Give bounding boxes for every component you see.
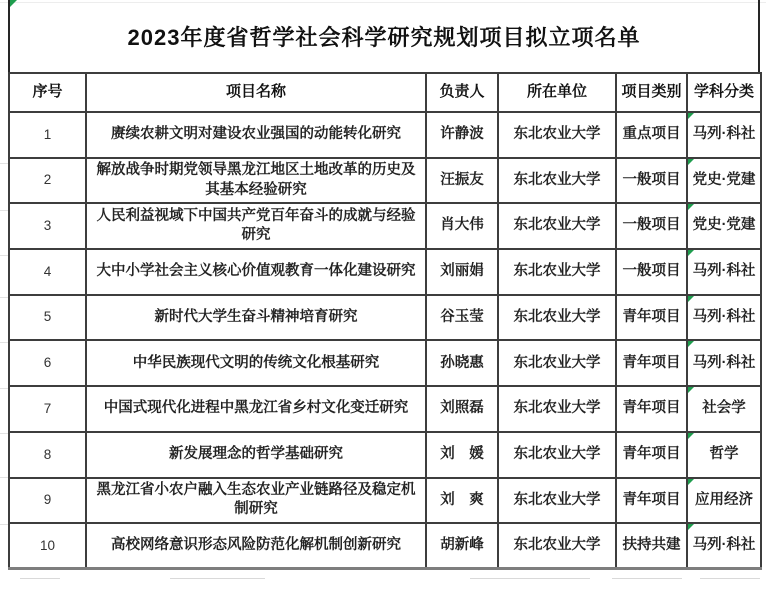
cell-unit: 东北农业大学 xyxy=(498,158,616,204)
discipline-label: 马列·科社 xyxy=(692,354,756,371)
cell-unit: 东北农业大学 xyxy=(498,249,616,295)
gridline xyxy=(0,477,8,478)
excel-error-indicator-icon xyxy=(688,113,694,119)
header-row xyxy=(9,73,761,112)
cell-unit: 东北农业大学 xyxy=(498,478,616,524)
table-row xyxy=(9,295,761,341)
cell-category: 一般项目 xyxy=(616,158,687,204)
cell-project-name: 黑龙江省小农户融入生态农业产业链路径及稳定机制研究 xyxy=(86,478,426,524)
cell-leader: 刘丽娟 xyxy=(426,249,498,295)
column-header-leader: 负责人 xyxy=(426,73,498,112)
column-header-category: 项目类别 xyxy=(616,73,687,112)
cell-category: 重点项目 xyxy=(616,112,687,158)
cell-project-name: 中国式现代化进程中黑龙江省乡村文化变迁研究 xyxy=(86,386,426,432)
cell-discipline xyxy=(687,295,761,341)
cell-leader: 刘 爽 xyxy=(426,478,498,524)
cell-leader: 肖大伟 xyxy=(426,203,498,249)
cell-discipline xyxy=(687,523,761,569)
excel-error-indicator-icon xyxy=(688,250,694,256)
cell-project-name: 人民利益视域下中国共产党百年奋斗的成就与经验研究 xyxy=(86,203,426,249)
gridline xyxy=(20,578,60,579)
cell-index: 6 xyxy=(9,340,86,386)
excel-error-indicator-icon xyxy=(688,479,694,485)
excel-error-indicator-icon xyxy=(688,159,694,165)
cell-project-name: 高校网络意识形态风险防范化解机制创新研究 xyxy=(86,523,426,569)
discipline-label: 马列·科社 xyxy=(692,263,756,280)
cell-category: 青年项目 xyxy=(616,478,687,524)
column-header-unit: 所在单位 xyxy=(498,73,616,112)
cell-index: 3 xyxy=(9,203,86,249)
table-row xyxy=(9,432,761,478)
cell-index: 10 xyxy=(9,523,86,569)
cell-unit: 东北农业大学 xyxy=(498,523,616,569)
cell-category: 一般项目 xyxy=(616,249,687,295)
cell-category: 一般项目 xyxy=(616,203,687,249)
gridline xyxy=(700,578,760,579)
cell-category: 青年项目 xyxy=(616,340,687,386)
cell-category: 青年项目 xyxy=(616,432,687,478)
gridline xyxy=(0,433,8,434)
page-title: 2023年度省哲学社会科学研究规划项目拟立项名单 xyxy=(8,0,760,72)
discipline-label: 党史·党建 xyxy=(692,171,756,188)
table-row xyxy=(9,386,761,432)
cell-index: 5 xyxy=(9,295,86,341)
cell-leader: 胡新峰 xyxy=(426,523,498,569)
cell-leader: 孙晓惠 xyxy=(426,340,498,386)
column-header-discipline: 学科分类 xyxy=(687,73,761,112)
table-row xyxy=(9,203,761,249)
cell-leader: 刘 媛 xyxy=(426,432,498,478)
excel-error-indicator-icon xyxy=(688,524,694,530)
cell-discipline xyxy=(687,432,761,478)
cell-leader: 许静波 xyxy=(426,112,498,158)
cell-index: 7 xyxy=(9,386,86,432)
cell-index: 8 xyxy=(9,432,86,478)
cell-discipline xyxy=(687,386,761,432)
cell-unit: 东北农业大学 xyxy=(498,203,616,249)
table-row xyxy=(9,478,761,524)
cell-index: 9 xyxy=(9,478,86,524)
cell-project-name: 新时代大学生奋斗精神培育研究 xyxy=(86,295,426,341)
discipline-label: 党史·党建 xyxy=(692,217,756,234)
cell-unit: 东北农业大学 xyxy=(498,112,616,158)
excel-error-indicator-icon xyxy=(688,433,694,439)
gridline xyxy=(0,524,8,525)
cell-category: 青年项目 xyxy=(616,295,687,341)
cell-discipline xyxy=(687,340,761,386)
table-body xyxy=(9,112,761,569)
column-header-index: 序号 xyxy=(9,73,86,112)
excel-error-indicator-icon xyxy=(688,204,694,210)
cell-leader: 谷玉莹 xyxy=(426,295,498,341)
gridline xyxy=(612,578,682,579)
gridline xyxy=(0,255,8,256)
projects-table xyxy=(8,72,762,570)
cell-leader: 汪振友 xyxy=(426,158,498,204)
excel-error-indicator-icon xyxy=(688,341,694,347)
discipline-label: 应用经济 xyxy=(695,491,753,508)
cell-project-name: 新发展理念的哲学基础研究 xyxy=(86,432,426,478)
cell-discipline xyxy=(687,478,761,524)
cell-category: 扶持共建 xyxy=(616,523,687,569)
cell-unit: 东北农业大学 xyxy=(498,386,616,432)
cell-category: 青年项目 xyxy=(616,386,687,432)
gridline xyxy=(170,578,265,579)
cell-discipline xyxy=(687,112,761,158)
gridline xyxy=(0,163,8,164)
gridline xyxy=(0,388,8,389)
excel-error-indicator-icon xyxy=(688,296,694,302)
gridline xyxy=(470,578,590,579)
cell-discipline xyxy=(687,158,761,204)
discipline-label: 社会学 xyxy=(702,400,746,417)
cell-project-name: 大中小学社会主义核心价值观教育一体化建设研究 xyxy=(86,249,426,295)
cell-project-name: 赓续农耕文明对建设农业强国的动能转化研究 xyxy=(86,112,426,158)
cell-discipline xyxy=(687,249,761,295)
cell-project-name: 中华民族现代文明的传统文化根基研究 xyxy=(86,340,426,386)
table-row xyxy=(9,158,761,204)
cell-unit: 东北农业大学 xyxy=(498,295,616,341)
discipline-label: 哲学 xyxy=(709,445,739,462)
cell-leader: 刘照磊 xyxy=(426,386,498,432)
discipline-label: 马列·科社 xyxy=(692,308,756,325)
cell-discipline xyxy=(687,203,761,249)
table-row xyxy=(9,249,761,295)
gridline xyxy=(0,297,8,298)
cell-index: 1 xyxy=(9,112,86,158)
cell-index: 4 xyxy=(9,249,86,295)
gridline xyxy=(0,210,8,211)
column-header-project-name: 项目名称 xyxy=(86,73,426,112)
table-row xyxy=(9,523,761,569)
discipline-label: 马列·科社 xyxy=(692,537,756,553)
cell-unit: 东北农业大学 xyxy=(498,340,616,386)
discipline-label: 马列·科社 xyxy=(692,126,756,143)
cell-unit: 东北农业大学 xyxy=(498,432,616,478)
excel-error-indicator-icon xyxy=(688,387,694,393)
cell-index: 2 xyxy=(9,158,86,204)
gridline xyxy=(0,342,8,343)
cell-project-name: 解放战争时期党领导黑龙江地区土地改革的历史及其基本经验研究 xyxy=(86,158,426,204)
table-row xyxy=(9,112,761,158)
document xyxy=(8,0,760,570)
table-row xyxy=(9,340,761,386)
